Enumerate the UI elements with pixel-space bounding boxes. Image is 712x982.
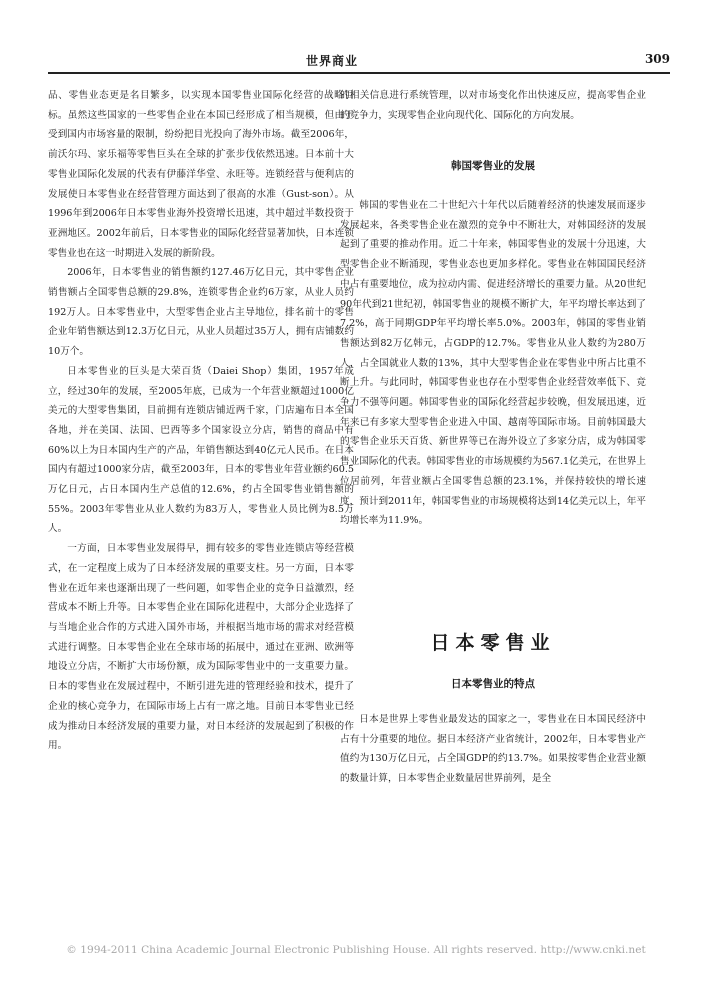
paragraph: 2006年，日本零售业的销售额约127.46万亿日元，其中零售企业销售额占全国零售总额的29.8%，连锁零售企业约6万家，从业人员约192万人。日本零售业中，大型零售企业占主导地位，排名前十的零售企业年销售额达到12.3万亿日元，从业人员超过35万人，拥有店铺数约10万个。 bbox=[48, 267, 354, 358]
header-rule bbox=[48, 72, 670, 74]
paragraph: 韩国的零售业在二十世纪六十年代以后随着经济的快速发展而逐步发展起来，各类零售企业在激烈的竞争中不断壮大，对韩国经济的发展起到了重要的推动作用。近二十年来，韩国零售业的发展十分迅速，大型零售企业不断涌现，零售业态也更加多样化。零售业在韩国国民经济中占有重要地位，成为拉动内需、促进经济增长的重要力量。从20世纪90年代到21世纪初，韩国零售业的规模不断扩大，年平均增长率达到了7.2%，高于同期GDP年平均增长率5.0%。2003年，韩国的零售业销售额达到82万亿韩元，占GDP的12.7%。零售业从业人数约为280万人，占全国就业人数的13%，其中大型零售企业在零售业中所占比重不断上升。与此同时，韩国零售业也存在小型零售企业经营效率低下、竞争力不强等问题。韩国零售业的国际化经营起步较晚，但发展迅速，近年来已有多家大型零售企业进入中国、越南等国际市场。目前韩国最大的零售企业乐天百货、新世界等已在海外设立了多家分店，成为韩国零售业国际化的代表。韩国零售业的市场规模约为567.1亿美元，在世界上位居前列，年营业额占全国零售总额的23.1%，并保持较快的增长速度，预计到2011年，韩国零售业的市场规模将达到14亿美元以上，年平均增长率为11.9%。 bbox=[340, 200, 646, 527]
running-header bbox=[48, 52, 670, 72]
left-column bbox=[48, 86, 354, 756]
right-column bbox=[340, 86, 646, 125]
paragraph: 日本是世界上零售业最发达的国家之一，零售业在日本国民经济中占有十分重要的地位。据日本经济产业省统计，2002年，日本零售业产值约为130万亿日元，占全国GDP的约13.7%。如果按零售企业营业额的数量计算，日本零售企业数量居世界前列，是全 bbox=[340, 714, 646, 785]
section-heading: 韩国零售业的发展 bbox=[451, 160, 535, 172]
paragraph: 一方面，日本零售业发展得早，拥有较多的零售业连锁店等经营模式，在一定程度上成为了日本经济发展的重要支柱。另一方面，日本零售业在近年来也逐渐出现了一些问题，如零售企业的竞争日益激烈，经营成本不断上升等。日本零售企业在国际化进程中，大部分企业选择了与当地企业合作的方式进入国外市场，并根据当地市场的需求对经营模式进行调整。日本零售企业在全球市场的拓展中，通过在亚洲、欧洲等地设立分店，不断扩大市场份额，成为国际零售业中的一支重要力量。日本的零售业在发展过程中，不断引进先进的管理经验和技术，提升了企业的核心竞争力，在国际市场上占有一席之地。目前日本零售业已经成为推动日本经济发展的重要力量，对日本经济的发展起到了积极的作用。 bbox=[48, 543, 354, 752]
paragraph: 日本零售业的巨头是大荣百货（Daiei Shop）集团，1957年成立，经过30年的发展，至2005年底，已成为一个年营业额超过1000亿美元的大型零售集团，目前拥有连锁店铺近两千家，门店遍布日本全国各地，并在美国、法国、巴西等多个国家设立分店，销售的商品中有60%以上为日本国内生产的产品，年销售额达到40亿元人民币。在日本国内有超过1000家分店，截至2003年，日本的零售业年营业额约60.5万亿日元，占日本国内生产总值的12.6%，约占全国零售业销售额的55%。2003年零售业从业人数约为83万人，零售业人员比例为8.5万人。 bbox=[48, 365, 354, 535]
chapter-title: 日本零售业 bbox=[430, 632, 556, 654]
paragraph: 品、零售业态更是名目繁多，以实现本国零售业国际化经营的战略目标。虽然这些国家的一些零售企业在本国已经形成了相当规模，但由于受到国内市场容量的限制，纷纷把目光投向了海外市场。截至2006年，前沃尔玛、家乐福等零售巨头在全球的扩张步伐依然迅速。日本前十大零售业国际化发展的代表有伊藤洋华堂、永旺等。连锁经营与便利店的发展使日本零售业在经营管理方面达到了很高的水准（Gust-son）。从1996年到2006年日本零售业海外投资增长迅速，其中超过半数投资于亚洲地区。2002年前后，日本零售业的国际化经营显著加快，日本连锁零售业也在这一时期进入发展的新阶段。 bbox=[48, 90, 354, 259]
copyright-footer: © 1994-2011 China Academic Journal Electronic Publishing House. All rights reserved. http://www.cnki.net bbox=[66, 944, 646, 956]
journal-title: 世界商业 bbox=[306, 54, 359, 68]
right-column-tail bbox=[340, 710, 646, 789]
paragraph: 的相关信息进行系统管理，以对市场变化作出快速反应，提高零售企业的竞争力，实现零售企业向现代化、国际化的方向发展。 bbox=[340, 90, 646, 121]
right-column-body bbox=[340, 196, 646, 531]
section-heading: 日本零售业的特点 bbox=[451, 678, 535, 690]
page-number: 309 bbox=[644, 52, 670, 66]
